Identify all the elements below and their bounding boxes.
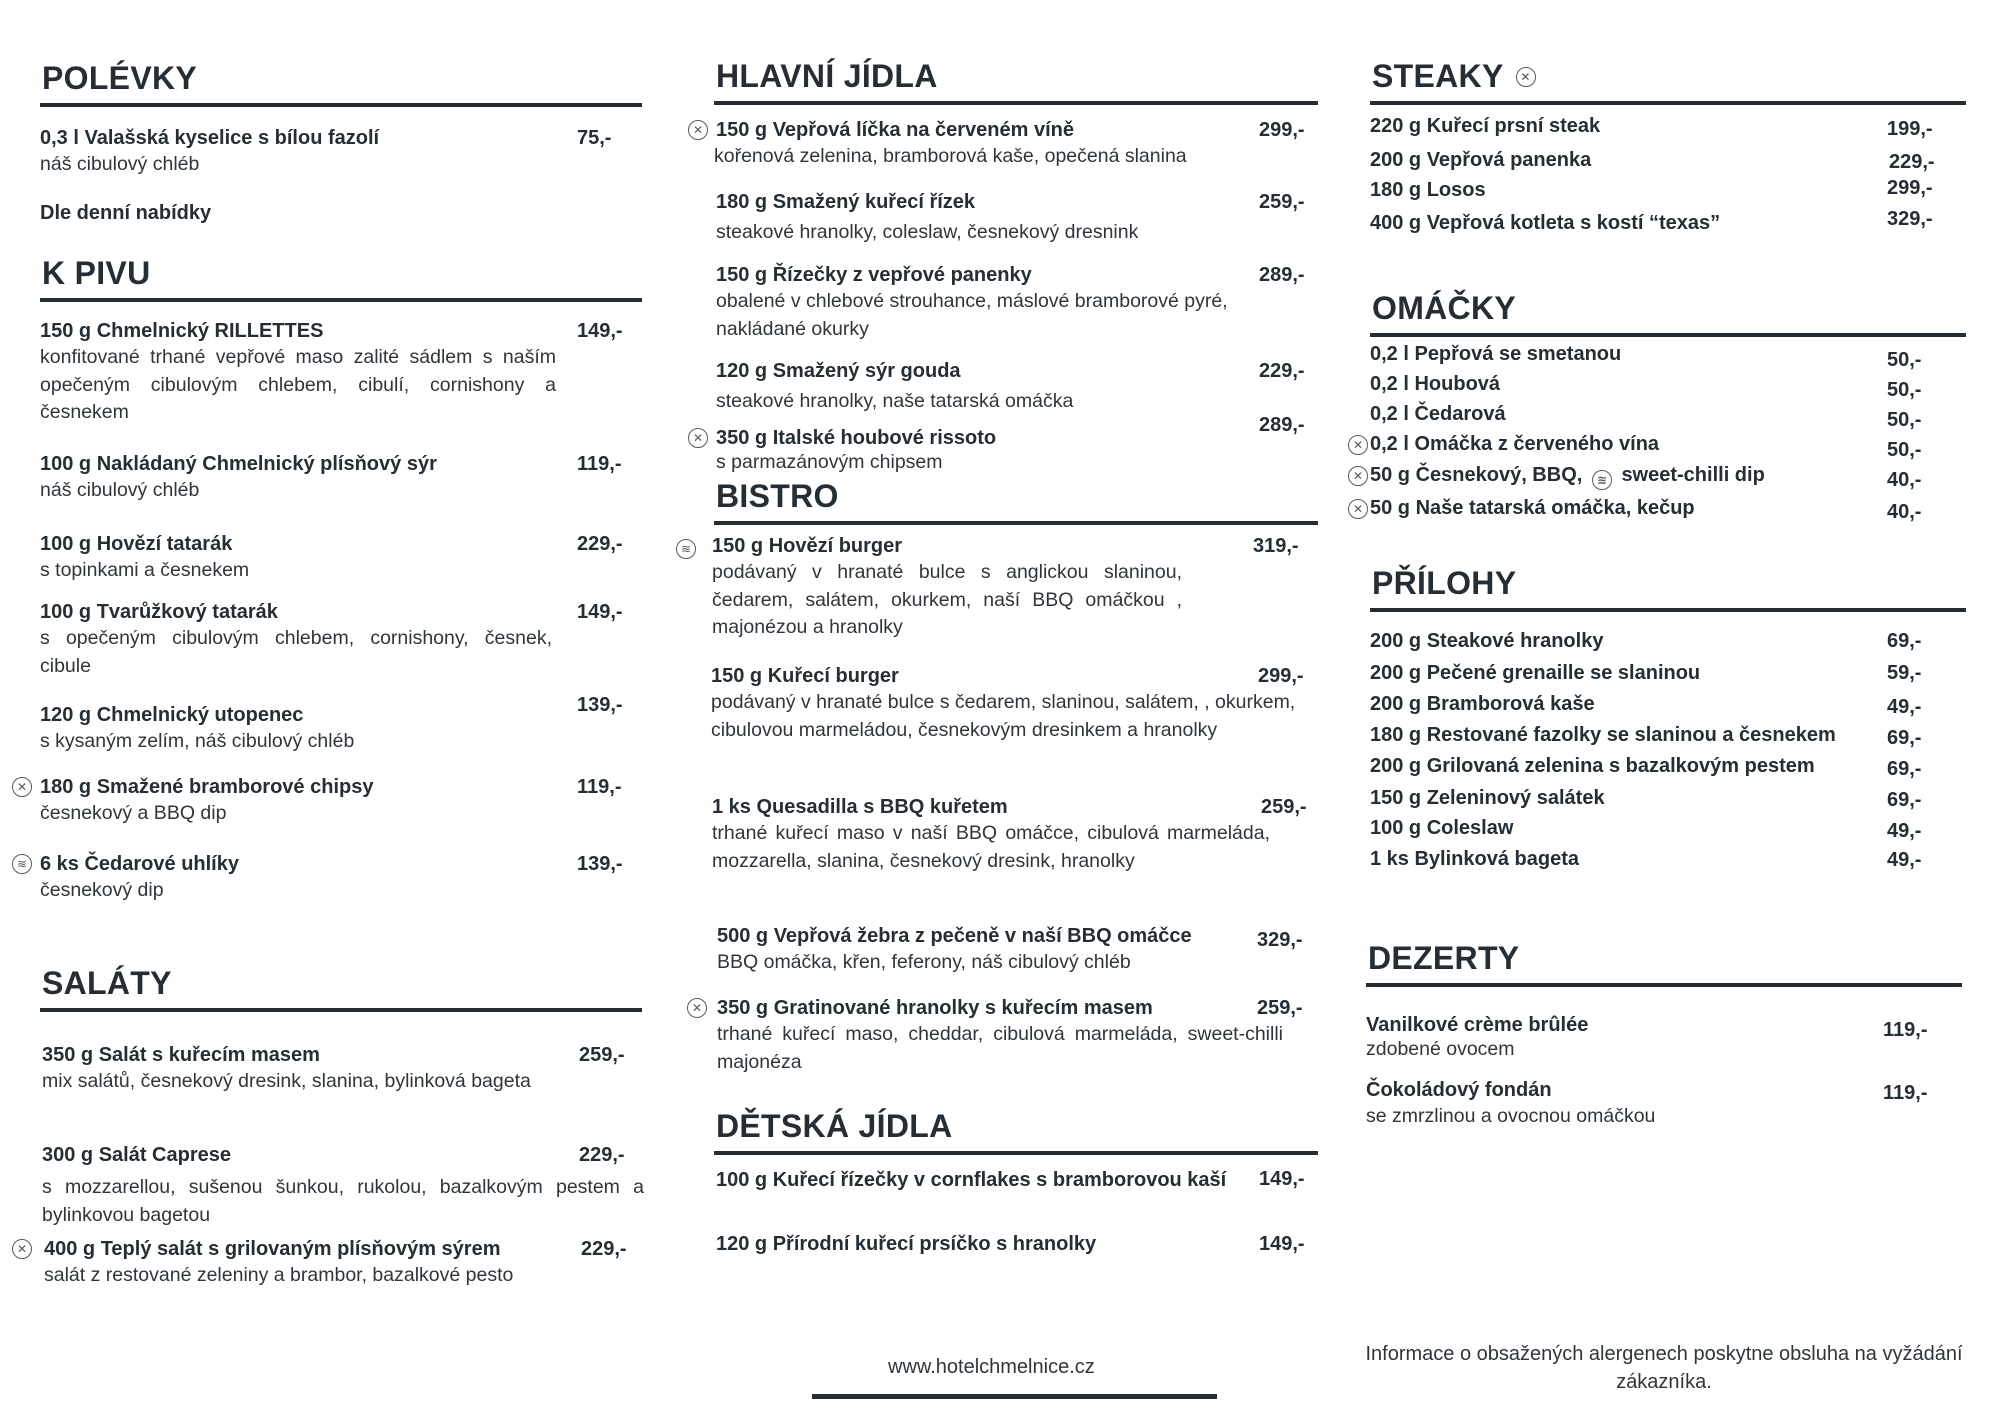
item-name: 350 g Salát s kuřecím masem: [42, 1044, 320, 1066]
section-divider: [1366, 983, 1962, 987]
item-description: trhané kuřecí maso v naší BBQ omáčce, cibulová marmeláda, mozzarella, slanina, česnekový dresink, hranolky: [712, 822, 1270, 872]
item-price: 69,-: [1887, 727, 1922, 749]
item-name: Čokoládový fondán: [1366, 1079, 1552, 1101]
item-name: 200 g Grilovaná zelenina s bazalkovým pestem: [1370, 755, 1815, 777]
item-name: 180 g Restované fazolky se slaninou a česnekem: [1370, 724, 1836, 746]
item-description: konfitované trhané vepřové maso zalité sádlem s naším opečeným cibulovým chlebem, cibulí, cornishony a česnekem: [40, 346, 556, 423]
section-divider: [1370, 101, 1966, 105]
item-name: 150 g Zeleninový salátek: [1370, 787, 1605, 809]
allergen-note: Informace o obsažených alergenech poskytne obsluha na vyžádání zákazníka.: [1365, 1343, 1963, 1393]
section-divider: [1370, 333, 1966, 337]
item-name: 500 g Vepřová žebra z pečeně v naší BBQ omáčce: [717, 925, 1192, 947]
item-name: 0,3 l Valašská kyselice s bílou fazolí: [40, 127, 380, 149]
section-title-text: STEAKY: [1372, 58, 1504, 94]
menu-item: [1370, 113, 1966, 139]
item-name: 6 ks Čedarové uhlíky: [40, 853, 239, 875]
item-price: 119,-: [577, 453, 622, 475]
item-price: 69,-: [1887, 789, 1922, 811]
item-price: 49,-: [1887, 849, 1922, 871]
menu-item: [1352, 495, 1966, 523]
item-price: 259,-: [1257, 997, 1303, 1019]
column-right: [1352, 0, 1966, 1414]
item-description: trhané kuřecí maso, cheddar, cibulová marmeláda, sweet-chilli majonéza: [717, 1023, 1283, 1073]
menu-item: [1370, 785, 1966, 811]
menu-item: [16, 851, 642, 905]
website-url: www.hotelchmelnice.cz: [888, 1356, 1095, 1378]
item-description: se zmrzlinou a ovocnou omáčkou: [1366, 1105, 1656, 1127]
chili-icon: ✕: [12, 1239, 32, 1259]
menu-item: [1370, 691, 1966, 717]
menu-item: [40, 318, 623, 427]
chili-icon: ✕: [1348, 466, 1368, 486]
item-name: 180 g Smažené bramborové chipsy: [40, 776, 374, 798]
item-name: 1 ks Bylinková bageta: [1370, 848, 1579, 870]
section-divider: [714, 521, 1318, 525]
menu-item: [1370, 177, 1966, 203]
menu-item: [1370, 846, 1966, 872]
menu-item: [1366, 1077, 1966, 1131]
menu-item: [40, 200, 642, 226]
section-divider: [40, 103, 642, 107]
item-price: 299,-: [1259, 119, 1305, 141]
item-price: 119,-: [1883, 1082, 1928, 1104]
item-price: 289,-: [1259, 264, 1305, 286]
item-description: steakové hranolky, naše tatarská omáčka: [716, 390, 1074, 412]
menu-item: [717, 923, 1314, 977]
item-name: 200 g Vepřová panenka: [1370, 149, 1592, 171]
menu-item: [680, 533, 1299, 642]
item-price: 49,-: [1887, 696, 1922, 718]
item-name: 100 g Kuřecí řízečky v cornflakes s bramborovou kaší: [716, 1169, 1227, 1191]
menu-item: [1370, 147, 1966, 173]
item-description: salát z restované zeleniny a brambor, bazalkové pesto: [44, 1264, 514, 1286]
item-description: česnekový a BBQ dip: [40, 802, 227, 824]
item-price: 49,-: [1887, 820, 1922, 842]
item-price: 50,-: [1887, 409, 1922, 431]
item-price: 229,-: [581, 1238, 627, 1260]
item-description: podávaný v hranaté bulce s čedarem, slaninou, salátem, , okurkem, cibulovou marmeládou, česnekovým dresinkem a hranolky: [711, 691, 1296, 741]
item-price: 119,-: [577, 776, 622, 798]
item-price: 149,-: [1259, 1168, 1305, 1190]
item-name: 0,2 l Houbová: [1370, 373, 1501, 395]
item-price: 75,-: [577, 127, 612, 149]
item-name: 120 g Smažený sýr gouda: [716, 360, 961, 382]
item-price: 229,-: [1889, 151, 1935, 173]
chili-icon: ✕: [688, 120, 708, 140]
item-name: 150 g Kuřecí burger: [711, 665, 899, 687]
section-title: PŘÍLOHY: [1372, 565, 1517, 601]
menu-item: [1370, 722, 1966, 748]
item-price: 259,-: [1261, 796, 1307, 818]
item-price: 329,-: [1257, 929, 1303, 951]
menu-item: [712, 794, 1307, 875]
item-description: steakové hranolky, coleslaw, česnekový dresnink: [716, 221, 1139, 243]
item-description: náš cibulový chléb: [40, 153, 200, 175]
item-name: 300 g Salát Caprese: [42, 1144, 231, 1166]
item-price: 50,-: [1887, 349, 1922, 371]
column-middle: [680, 0, 1314, 1414]
item-price: 40,-: [1887, 501, 1922, 523]
item-description: kořenová zelenina, bramborová kaše, opečená slanina: [714, 145, 1187, 167]
menu-item: [711, 663, 1311, 744]
section-divider: [1370, 608, 1966, 612]
item-name: 1 ks Quesadilla s BBQ kuřetem: [712, 796, 1008, 818]
item-price: 40,-: [1887, 469, 1922, 491]
menu-item: [692, 117, 1314, 171]
item-name-part: 50 g Česnekový, BBQ,: [1370, 464, 1583, 486]
item-price: 69,-: [1887, 630, 1922, 652]
item-description: náš cibulový chléb: [40, 479, 200, 501]
menu-item: [40, 125, 642, 179]
menu-item: [40, 451, 642, 505]
item-description: s mozzarellou, sušenou šunkou, rukolou, bazalkovým pestem a bylinkovou bagetou: [42, 1176, 644, 1226]
menu-item: [1366, 1012, 1966, 1060]
grill-icon: ≋: [1592, 470, 1612, 490]
menu-item: [716, 189, 1314, 247]
item-description: s parmazánovým chipsem: [716, 451, 943, 473]
menu-item: [716, 1231, 1314, 1257]
item-name: 200 g Steakové hranolky: [1370, 630, 1604, 652]
item-name: Dle denní nabídky: [40, 202, 212, 224]
chili-icon: ✕: [688, 428, 708, 448]
section-title: BISTRO: [716, 478, 839, 514]
item-description: zdobené ovocem: [1366, 1038, 1515, 1060]
item-description: s opečeným cibulovým chlebem, cornishony, česnek, cibule: [40, 627, 552, 677]
item-name: 350 g Gratinované hranolky s kuřecím masem: [717, 997, 1153, 1019]
item-description: podávaný v hranaté bulce s anglickou slaninou, čedarem, salátem, okurkem, naší BBQ omáčkou , majonézou a hranolky: [712, 561, 1182, 638]
item-name: 150 g Chmelnický RILLETTES: [40, 320, 324, 342]
item-price: 199,-: [1887, 118, 1933, 140]
item-name: 150 g Vepřová líčka na červeném víně: [716, 119, 1074, 141]
item-price: 229,-: [1259, 360, 1305, 382]
item-name: 150 g Hovězí burger: [712, 535, 903, 557]
item-name: 100 g Tvarůžkový tatarák: [40, 601, 278, 623]
item-name: 200 g Bramborová kaše: [1370, 693, 1595, 715]
menu-item: [716, 1166, 1305, 1194]
grill-icon: ≋: [12, 854, 32, 874]
item-name: 350 g Italské houbové rissoto: [716, 427, 997, 449]
section-title: HLAVNÍ JÍDLA: [716, 58, 938, 94]
item-name: 0,2 l Omáčka z červeného vína: [1370, 433, 1660, 455]
chili-icon: ✕: [1516, 67, 1536, 87]
item-price: 69,-: [1887, 758, 1922, 780]
item-name: 0,2 l Pepřová se smetanou: [1370, 343, 1622, 365]
item-price: 50,-: [1887, 439, 1922, 461]
menu-item: [1352, 431, 1966, 461]
section-divider: [714, 101, 1318, 105]
footer-divider: [812, 1394, 1217, 1399]
menu-item: [40, 694, 642, 756]
item-name: 220 g Kuřecí prsní steak: [1370, 115, 1601, 137]
menu-item: [691, 995, 1303, 1076]
item-description: mix salátů, česnekový dresink, slanina, bylinková bageta: [42, 1070, 531, 1092]
item-price: 319,-: [1253, 535, 1299, 557]
menu-item: [1352, 462, 1966, 491]
chili-icon: ✕: [687, 998, 707, 1018]
item-price: 149,-: [577, 320, 623, 342]
menu-item: [1370, 628, 1966, 654]
item-name: 180 g Losos: [1370, 179, 1486, 201]
menu-item: [716, 262, 1305, 343]
menu-item: [1370, 371, 1966, 401]
chili-icon: ✕: [1348, 435, 1368, 455]
item-price: 119,-: [1883, 1019, 1928, 1041]
item-name: 200 g Pečené grenaille se slaninou: [1370, 662, 1701, 684]
item-price: 259,-: [1259, 191, 1305, 213]
section-title: DEZERTY: [1368, 940, 1520, 976]
menu-item: [1370, 753, 1966, 779]
item-name: Vanilkové crème brûlée: [1366, 1014, 1589, 1036]
item-name: 120 g Chmelnický utopenec: [40, 704, 304, 726]
item-name: 100 g Nakládaný Chmelnický plísňový sýr: [40, 453, 437, 475]
item-price: 139,-: [577, 853, 623, 875]
item-description: obalené v chlebové strouhance, máslové bramborové pyré, nakládané okurky: [716, 290, 1228, 340]
item-name: 100 g Coleslaw: [1370, 817, 1514, 839]
item-name: 400 g Vepřová kotleta s kostí “texas”: [1370, 212, 1721, 234]
item-name: 180 g Smažený kuřecí řízek: [716, 191, 976, 213]
section-title: OMÁČKY: [1372, 290, 1517, 326]
item-name: 100 g Hovězí tatarák: [40, 533, 233, 555]
column-left: [16, 0, 644, 1414]
item-description: s kysaným zelím, náš cibulový chléb: [40, 730, 355, 752]
chili-icon: ✕: [1348, 499, 1368, 519]
chili-icon: ✕: [12, 777, 32, 797]
menu-item: [1370, 341, 1966, 371]
menu-item: [692, 414, 1314, 473]
menu-item: [42, 1042, 625, 1096]
item-name-part: sweet-chilli dip: [1621, 464, 1765, 486]
grill-icon: ≋: [676, 539, 696, 559]
menu-item: [16, 774, 642, 828]
menu-item: [16, 1236, 642, 1290]
menu-item: [40, 599, 623, 680]
item-name: 50 g Naše tatarská omáčka, kečup: [1370, 497, 1695, 519]
item-price: 229,-: [579, 1144, 625, 1166]
item-price: 299,-: [1887, 177, 1933, 199]
item-price: 259,-: [579, 1044, 625, 1066]
item-price: 329,-: [1887, 208, 1933, 230]
menu-item: [1370, 401, 1966, 431]
item-name: 120 g Přírodní kuřecí prsíčko s hranolky: [716, 1233, 1097, 1255]
item-price: 229,-: [577, 533, 623, 555]
menu-item: [716, 358, 1314, 416]
section-title: POLÉVKY: [42, 60, 198, 96]
item-price: 50,-: [1887, 379, 1922, 401]
item-price: 139,-: [577, 694, 623, 716]
item-name: 0,2 l Čedarová: [1370, 403, 1506, 425]
item-description: s topinkami a česnekem: [40, 559, 250, 581]
item-price: 289,-: [1259, 414, 1305, 436]
menu-item: [1370, 660, 1966, 686]
menu-item: [40, 531, 642, 585]
section-divider: [714, 1151, 1318, 1155]
item-name: [1370, 462, 1966, 488]
menu-item: [1370, 210, 1966, 236]
section-title: K PIVU: [42, 255, 151, 291]
item-description: BBQ omáčka, křen, feferony, náš cibulový chléb: [717, 951, 1131, 973]
section-title: SALÁTY: [42, 965, 172, 1001]
item-description: česnekový dip: [40, 879, 164, 901]
item-name: 400 g Teplý salát s grilovaným plísňovým sýrem: [44, 1238, 501, 1260]
menu-item: [42, 1142, 644, 1229]
item-price: 149,-: [1259, 1233, 1305, 1255]
section-title: DĚTSKÁ JÍDLA: [716, 1108, 953, 1144]
section-divider: [40, 298, 642, 302]
item-price: 149,-: [577, 601, 623, 623]
item-price: 59,-: [1887, 662, 1922, 684]
section-divider: [40, 1008, 642, 1012]
menu-item: [1370, 815, 1966, 841]
section-title: [1372, 58, 1536, 95]
item-price: 299,-: [1258, 665, 1304, 687]
item-name: 150 g Řízečky z vepřové panenky: [716, 264, 1032, 286]
